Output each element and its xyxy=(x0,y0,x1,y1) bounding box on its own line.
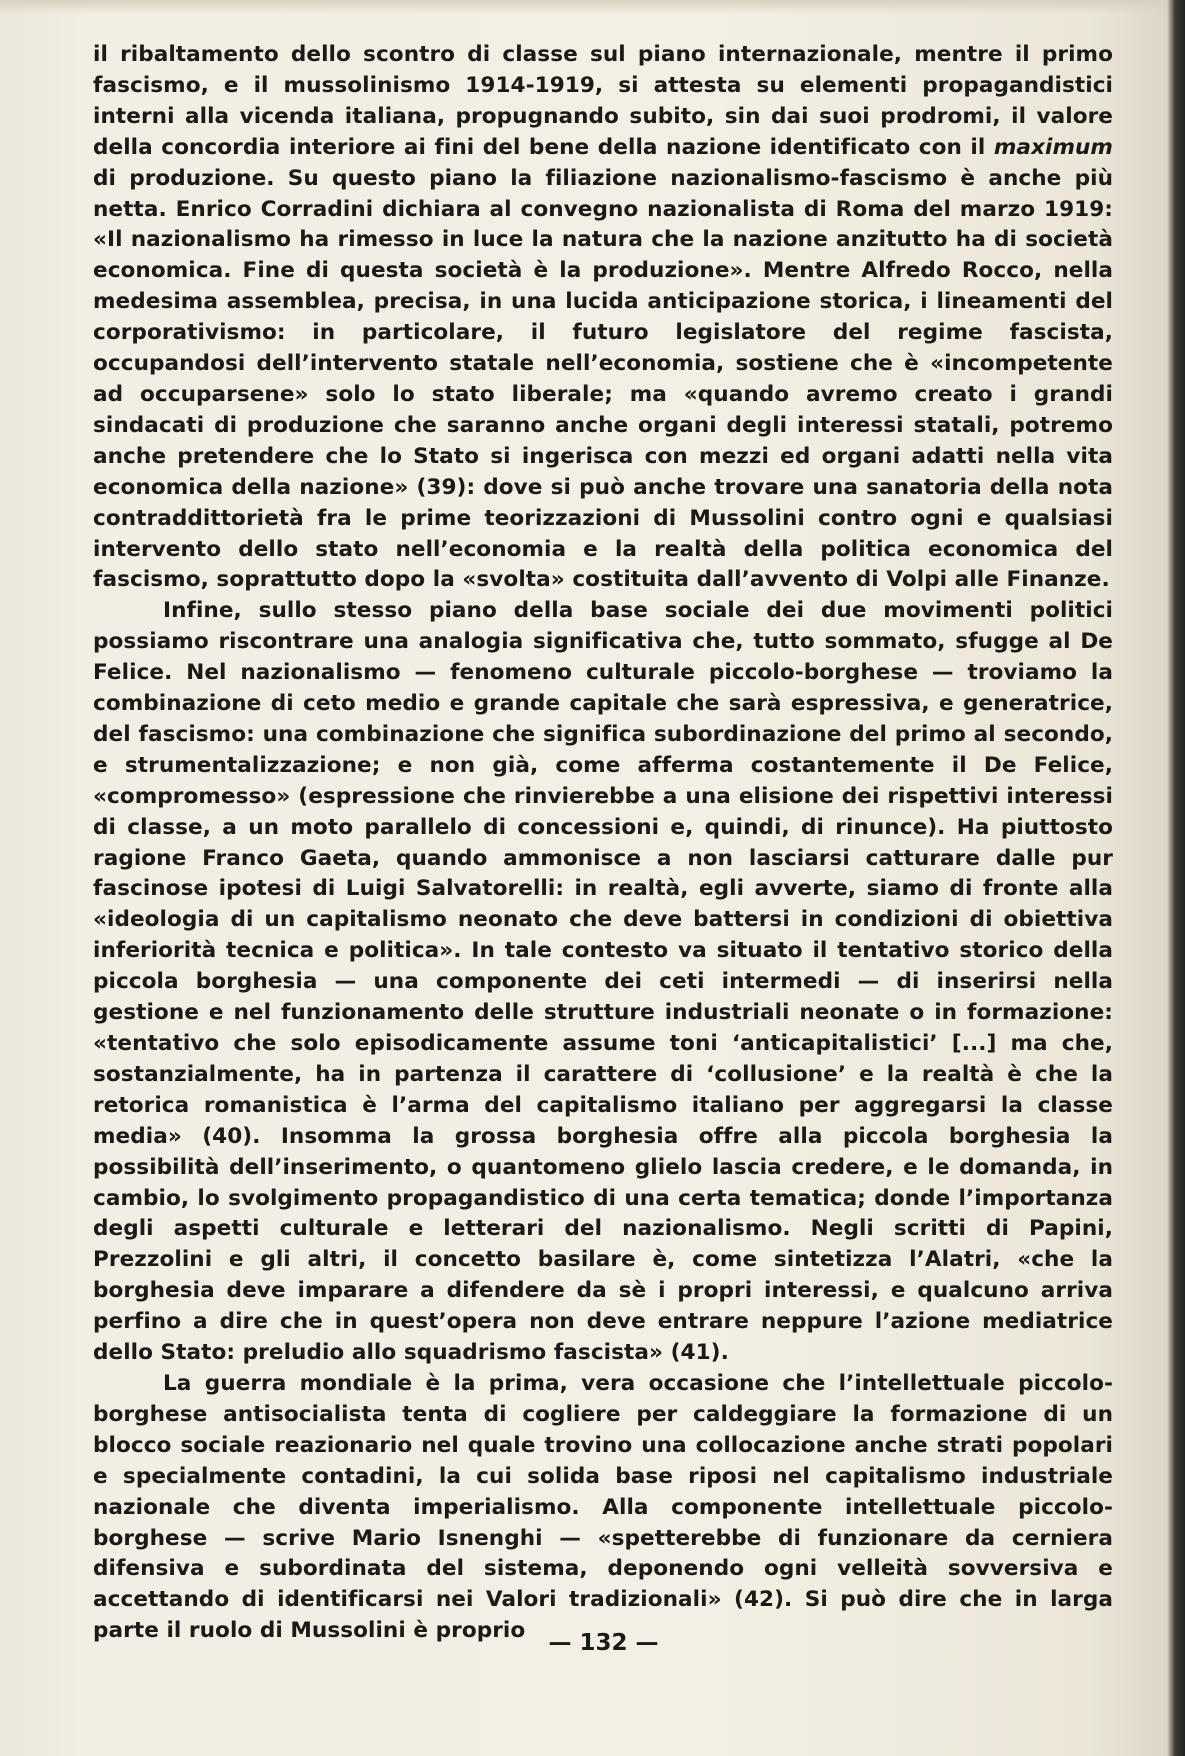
page-number-text: — 132 — xyxy=(548,1630,659,1656)
page-binding-edge xyxy=(1167,0,1185,1756)
page-top-shadow xyxy=(0,0,1185,14)
paragraph-1-italic-term: maximum xyxy=(993,134,1113,160)
body-text xyxy=(93,40,1113,1647)
paragraph-1 xyxy=(93,40,1113,596)
page-number xyxy=(0,1630,1185,1656)
paragraph-3: La guerra mondiale è la prima, vera occasione che l’intellettuale piccolo-borghese antisocialista tenta di cogliere per caldeggiare la formazione di un blocco sociale reazionario nel quale trovino una collocazione anche strati popolari e specialmente contadini, la cui solida base riposi nel capitalismo industriale nazionale che diventa imperialismo. Alla componente intellettuale piccolo-borghese — scrive Mario Isnenghi — «spetterebbe di funzionare da cerniera difensiva e subordinata del sistema, deponendo ogni velleità sovversiva e accettando di identificarsi nei Valori tradizionali» (42). Si può dire che in larga parte il ruolo di Mussolini è proprio xyxy=(93,1370,1113,1644)
paragraph-1-text-a: il ribaltamento dello scontro di classe sul piano internazionale, mentre il primo fascismo, e il mussolinismo 1914-1919, si attesta su elementi propagandistici interni alla vicenda italiana, propugnando subito, sin dai suoi prodromi, il valore della concordia interiore ai fini del bene della nazione identificato con il xyxy=(93,42,1113,160)
paragraph-1-text-b: di produzione. Su questo piano la filiazione nazionalismo-fascismo è anche più netta. Enrico Corradini dichiara al convegno nazionalista di Roma del marzo 1919: «Il nazionalismo ha rimesso in luce la natura che la nazione anzitutto ha di società economica. Fine di questa società è la produzione». Mentre Alfredo Rocco, nella medesima assemblea, precisa, in una lucida anticipazione storica, i lineamenti del corporativismo: in particolare, il futuro legislatore del regime fascista, occupandosi dell’intervento statale nell’economia, sostiene che è «incompetente ad occuparsene» solo lo stato liberale; ma «quando avremo creato i grandi sindacati di produzione che saranno anche organi degli interessi statali, potremo anche pretendere che lo Stato si ingerisca con mezzi ed organi adatti nella vita economica della nazione» (39): dove si può anche trovare una sanatoria della nota contraddittorietà fra le prime teorizzazioni di Mussolini contro ogni e qualsiasi intervento dello stato nell’economia e la realtà della politica economica del fascismo, soprattutto dopo la «svolta» costituita dall’avvento di Volpi alle Finanze. xyxy=(93,165,1113,593)
paragraph-2: Infine, sullo stesso piano della base sociale dei due movimenti politici possiamo riscontrare una analogia significativa che, tutto sommato, sfugge al De Felice. Nel nazionalismo — fenomeno culturale piccolo-borghese — troviamo la combinazione di ceto medio e grande capitale che sarà espressiva, e generatrice, del fascismo: una combinazione che significa subordinazione del primo al secondo, e strumentalizzazione; e non già, come afferma costantemente il De Felice, «compromesso» (espressione che rinvierebbe a una elisione dei rispettivi interessi di classe, a un moto parallelo di concessioni e, quindi, di rinunce). Ha piuttosto ragione Franco Gaeta, quando ammonisce a non lasciarsi catturare dalle pur fascinose ipotesi di Luigi Salvatorelli: in realtà, egli avverte, siamo di fronte alla «ideologia di un capitalismo neonato che deve battersi in condizioni di obiettiva inferiorità tecnica e politica». In tale contesto va situato il tentativo storico della piccola borghesia — una componente dei ceti intermedi — di inserirsi nella gestione e nel funzionamento delle strutture industriali neonate o in formazione: «tentativo che solo episodicamente assume toni ‘anticapitalistici’ [...] ma che, sostanzialmente, ha in partenza il carattere di ‘collusione’ e la realtà è che la retorica romanistica è l’arma del capitalismo italiano per aggregarsi la classe media» (40). Insomma la grossa borghesia offre alla piccola borghesia la possibilità dell’inserimento, o quantomeno glielo lascia credere, e le domanda, in cambio, lo svolgimento propagandistico di una certa tematica; donde l’importanza degli aspetti culturale e letterari del nazionalismo. Negli scritti di Papini, Prezzolini e gli altri, il concetto basilare è, come sintetizza l’Alatri, «che la borghesia deve imparare a difendere da sè i propri interessi, e qualcuno arriva perfino a dire che in quest’opera non deve entrare neppure l’azione mediatrice dello Stato: preludio allo squadrismo fascista» (41). xyxy=(93,598,1113,1366)
